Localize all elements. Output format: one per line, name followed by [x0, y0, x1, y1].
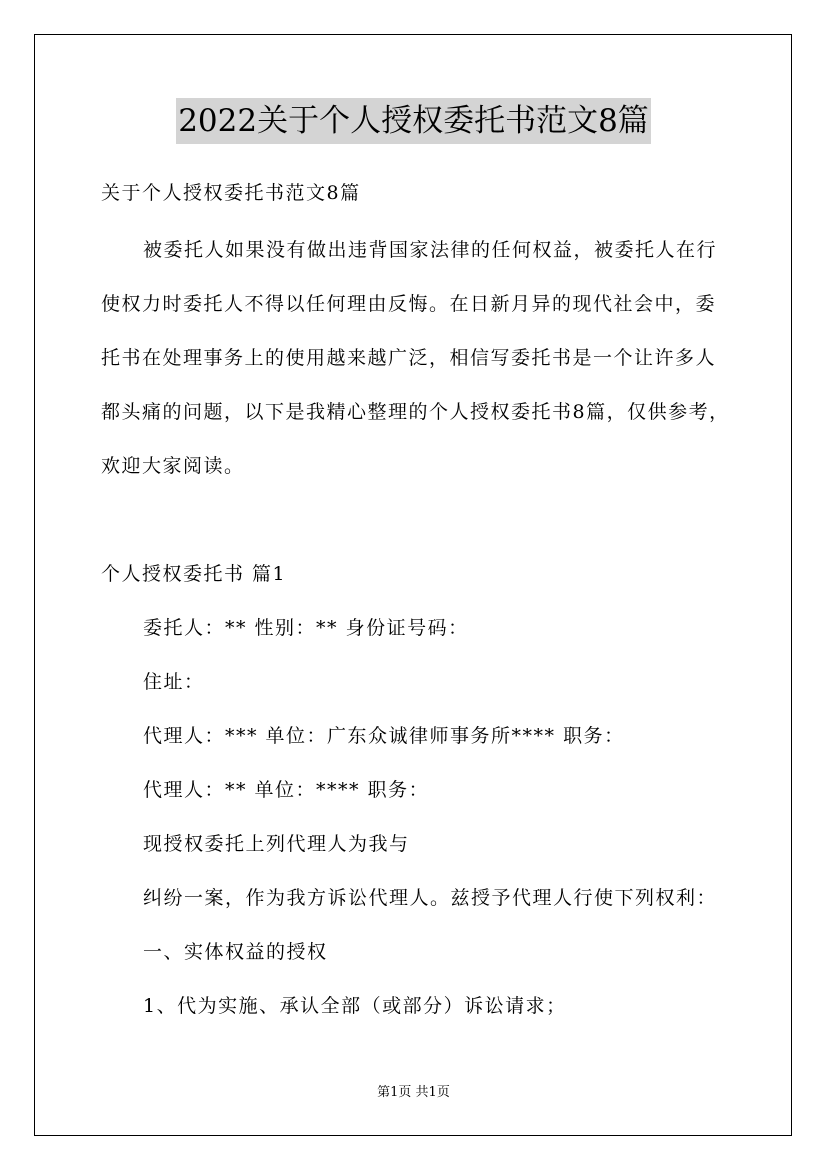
body-line: 代理人：** 单位：**** 职务：	[143, 779, 430, 801]
document-title: 2022关于个人授权委托书范文8篇	[176, 98, 651, 144]
intro-line: 都头痛的问题，以下是我精心整理的个人授权委托书8篇，仅供参考，	[101, 401, 730, 423]
body-line: 1、代为实施、承认全部（或部分）诉讼请求；	[143, 995, 567, 1017]
intro-line: 托书在处理事务上的使用越来越广泛，相信写委托书是一个让许多人	[101, 347, 717, 369]
intro-line: 被委托人如果没有做出违背国家法律的任何权益，被委托人在行	[143, 239, 718, 261]
body-line: 现授权委托上列代理人为我与	[143, 833, 410, 855]
body-line: 纠纷一案，作为我方诉讼代理人。兹授予代理人行使下列权利：	[143, 887, 718, 909]
body-line: 住址：	[143, 671, 205, 693]
intro-line: 欢迎大家阅读。	[101, 455, 245, 477]
intro-line: 使权力时委托人不得以任何理由反悔。在日新月异的现代社会中，委	[101, 293, 717, 315]
body-line: 代理人：*** 单位：广东众诚律师事务所**** 职务：	[143, 725, 625, 747]
page-footer: 第1页 共1页	[377, 1085, 450, 1100]
document-subtitle: 关于个人授权委托书范文8篇	[101, 182, 361, 204]
body-line: 委托人：** 性别：** 身份证号码：	[143, 617, 469, 639]
body-line: 一、实体权益的授权	[143, 941, 328, 963]
section-heading: 个人授权委托书 篇1	[101, 563, 287, 585]
